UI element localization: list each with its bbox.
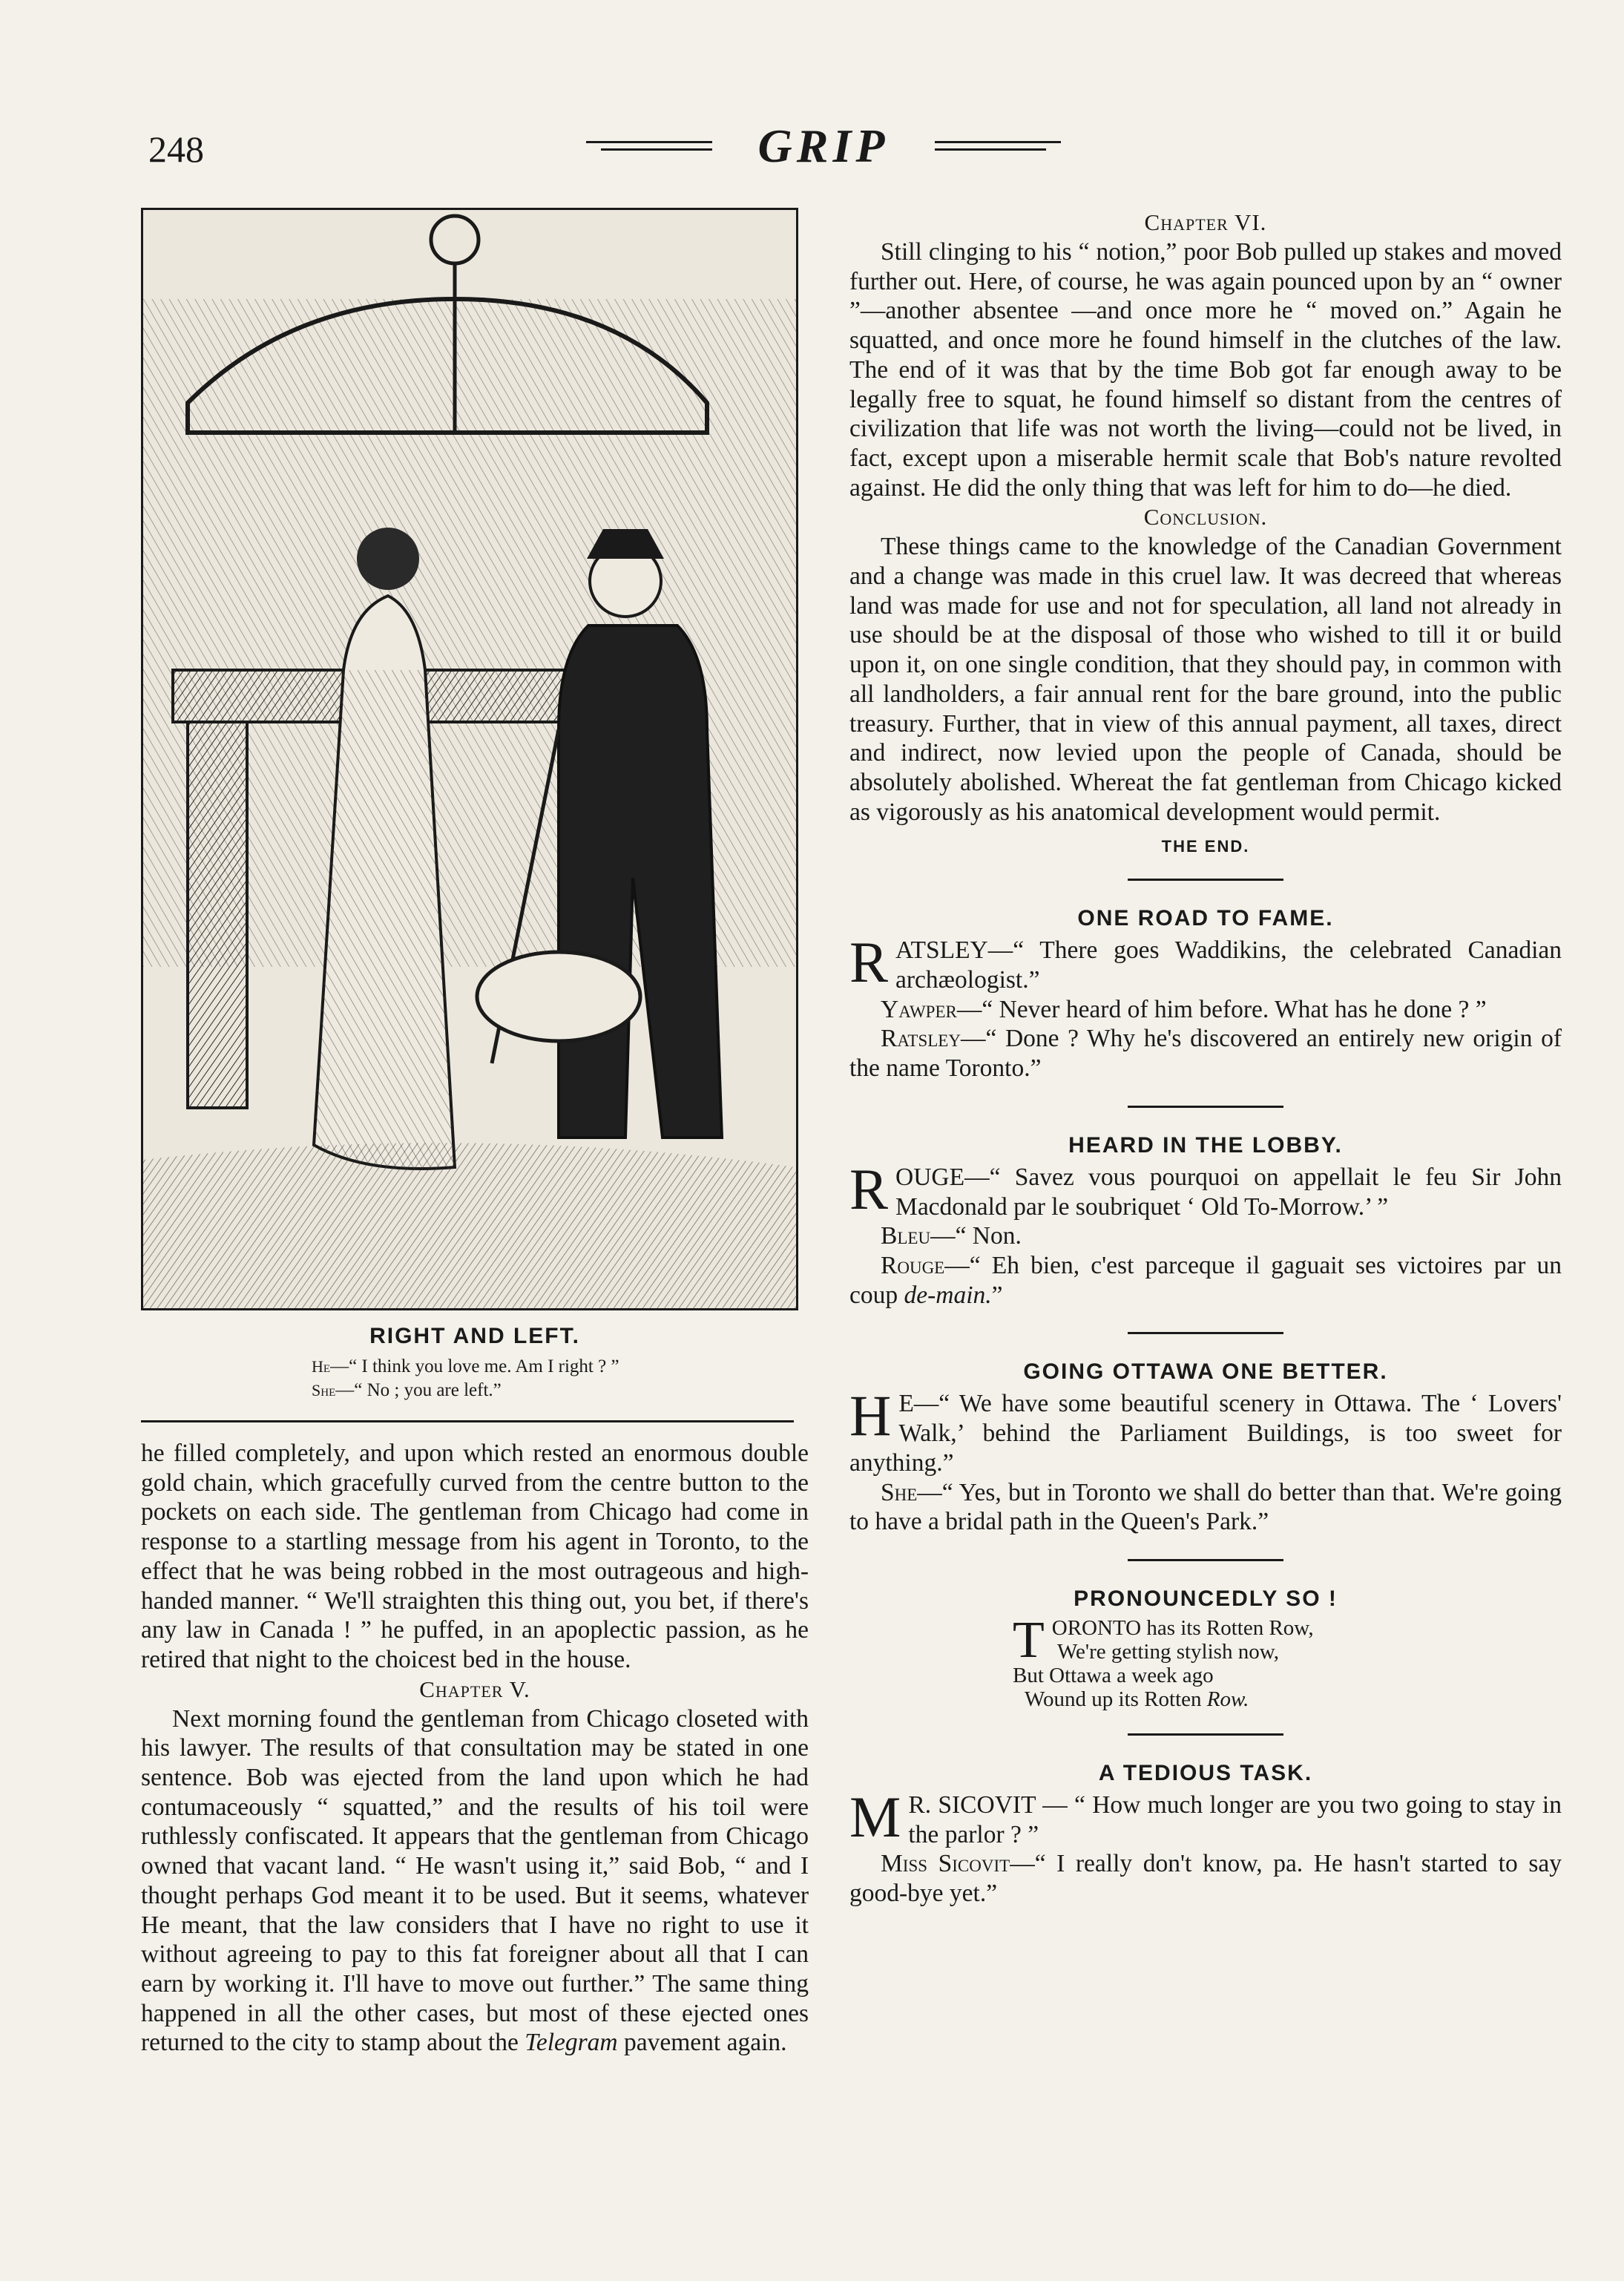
right-column [849,208,1562,1909]
speaker-she: She [881,1478,918,1506]
lobby-line-1 [849,1156,1562,1221]
caption-speaker-she: She [312,1381,336,1399]
fame-line-3 [849,1024,1562,1083]
divider-rule [1128,1559,1283,1561]
lobby-line-3-end: ” [991,1281,1003,1309]
left-paragraph-2-text: Next morning found the gentleman from Chicago closeted with his lawyer. The results of that consultation may be stated in one sentence. Bob was ejected from the land upon which he had contumaceously “ squatted,” and the results of his toil were ruthlessly confiscated. It appears that the gentleman from Chicago owned that vacant land. “ He wasn't using it,” said Bob, “ and I thought perhaps God meant it to be used. But it seems, whatever He meant, that the law considers that I have no right to use it without agreeing to pay to this fat foreigner about all that I can earn by working it. I'll have to move out further.” The same thing happened in all the other cases, but most of these ejected ones returned to the city to stamp about the [141,1704,809,2057]
tedious-line-1-text: R. SICOVIT — “ How much longer are you two going to stay in the parlor ? ” [908,1791,1562,1848]
illustration-caption-title: RIGHT AND LEFT. [369,1324,580,1348]
left-paragraph-2-end: pavement again. [617,2029,787,2057]
divider-rule [1128,1106,1283,1108]
page-number: 248 [148,128,204,170]
dropcap: R [849,1156,889,1221]
ottawa-line-1 [849,1383,1562,1477]
masthead-title: GRIP [757,119,890,172]
speaker-ratsley: Ratsley [881,1025,961,1053]
speaker-bleu: Bleu [881,1222,931,1250]
masthead [571,119,1076,178]
fame-line-3-text: —“ Done ? Why he's discovered an entirely new origin of the name Toronto.” [849,1025,1562,1083]
ottawa-line-2-text: —“ Yes, but in Toronto we shall do better than that. We're going to have a bridal path in the Queen's Park.” [849,1478,1562,1536]
lobby-line-2 [849,1221,1562,1251]
conclusion-heading: Conclusion. [1143,504,1268,531]
chapter-6-heading: Chapter VI. [1144,209,1267,235]
poem-line-4-text: Wound up its Rotten [1025,1687,1207,1711]
fame-line-1-text: ATSLEY—“ There goes Waddikins, the celebrated Canadian archæologist.” [895,936,1562,994]
ottawa-line-2 [849,1478,1562,1537]
tedious-line-2-text: —“ I really don't know, pa. He hasn't started to say good-bye yet.” [849,1850,1562,1908]
left-paragraph-1: he filled completely, and upon which rested an enormous double gold chain, which gracefully curved from the centre button to the pockets on each side. The gentleman from Chicago had come in response to a startling message from his agent in Toronto, to the effect that he was being robbed in the most outrageous and high-handed manner. “ We'll straighten this thing out, you bet, if there's any law in Canada ! ” he puffed, in an apoplectic passion, as he retired that night to the choicest bed in the house. [141,1440,809,1673]
dropcap: M [849,1784,901,1849]
caption-text-she: —“ No ; you are left.” [335,1380,502,1400]
lobby-line-2-text: —“ Non. [930,1222,1022,1250]
tedious-line-2 [849,1849,1562,1908]
divider-rule [141,1420,794,1422]
conclusion-paragraph: These things came to the knowledge of the Canadian Government and a change was made in this cruel law. It was decreed that whereas land was made for use and not for speculation, all land not already in use should be at the disposal of those who wished to till it or build upon it, on one single condition, that they should pay, in common with all landholders, a fair annual rent for the bare ground, into the public treasury. Further, that in view of this annual payment, all taxes, direct and indirect, now levied upon the people of Canada, should be absolutely abolished. Whereat the fat gentleman from Chicago kicked as vigorously as his anatomical development would permit. [849,533,1562,826]
poem-line-4 [1013,1687,1398,1711]
poem-line-1-text: ORONTO has its Rotten Row, [1051,1615,1314,1640]
divider-rule [1128,879,1283,881]
caption-text-he: —“ I think you love me. Am I right ? ” [330,1356,619,1376]
divider-rule [1128,1733,1283,1736]
speaker-miss-sicovit: Miss Sicovit [881,1850,1010,1878]
lobby-line-3-text: —“ Eh bien, c'est parceque il gaguait ses victoires par un coup [849,1251,1562,1309]
engraving-image [143,210,796,1308]
row-italic: Row. [1206,1687,1249,1711]
lobby-line-3 [849,1251,1562,1310]
de-main-italic: de-main. [904,1281,992,1309]
divider-rule [1128,1332,1283,1334]
tedious-title: A TEDIOUS TASK. [1098,1760,1313,1785]
chapter-6-paragraph: Still clinging to his “ notion,” poor Bob pulled up stakes and moved further out. Here, of course, he was again pounced upon by an “ owner ”—another absentee —and once more he “ moved on.” Again he squatted, and once more he found himself in the clutches of the law. The end of it was that by the time Bob got far enough away to be legally free to squat, he found himself so distant from the centres of civilization that life was not worth the living—could not be lived, in fact, except upon a miserable hermit scale that Bob's nature revolted against. He did the only thing that was left for him to do—he died. [849,238,1562,502]
dropcap: R [849,930,889,995]
fame-title: ONE ROAD TO FAME. [1077,906,1334,931]
lobby-title: HEARD IN THE LOBBY. [1068,1132,1343,1158]
telegram-italic: Telegram [525,2029,618,2057]
ottawa-title: GOING OTTAWA ONE BETTER. [1023,1359,1388,1385]
fame-line-2 [849,995,1562,1025]
the-end-label: THE END. [1161,837,1250,856]
illustration-right-and-left [141,208,798,1310]
pronouncedly-title: PRONOUNCEDLY SO ! [1074,1586,1338,1611]
caption-line-1 [141,1355,809,1379]
tedious-line-1 [849,1784,1562,1849]
fame-line-1 [849,930,1562,995]
poem-line-2: We're getting stylish now, [1057,1639,1280,1664]
fame-line-2-text: —“ Never heard of him before. What has he done ? ” [956,995,1487,1023]
caption-speaker-he: He [312,1357,331,1376]
dropcap: H [849,1383,892,1448]
lobby-line-1-text: OUGE—“ Savez vous pourquoi on appellait le feu Sir John Macdonald par le soubriquet ‘ Old To-Morrow.’ ” [895,1163,1562,1221]
poem [1013,1611,1398,1711]
speaker-yawper: Yawper [881,995,957,1023]
chapter-5-heading: Chapter V. [419,1676,530,1702]
ottawa-line-1-text: E—“ We have some beautiful scenery in Ottawa. The ‘ Lovers' Walk,’ behind the Parliament Buildings, is too sweet for anything.” [849,1390,1562,1477]
poem-line-3: But Ottawa a week ago [1013,1663,1214,1687]
speaker-rouge: Rouge [881,1251,945,1279]
left-column [141,208,809,2058]
left-paragraph-2 [141,1704,809,2058]
caption-line-2 [141,1379,809,1402]
dropcap: T [1013,1611,1045,1669]
